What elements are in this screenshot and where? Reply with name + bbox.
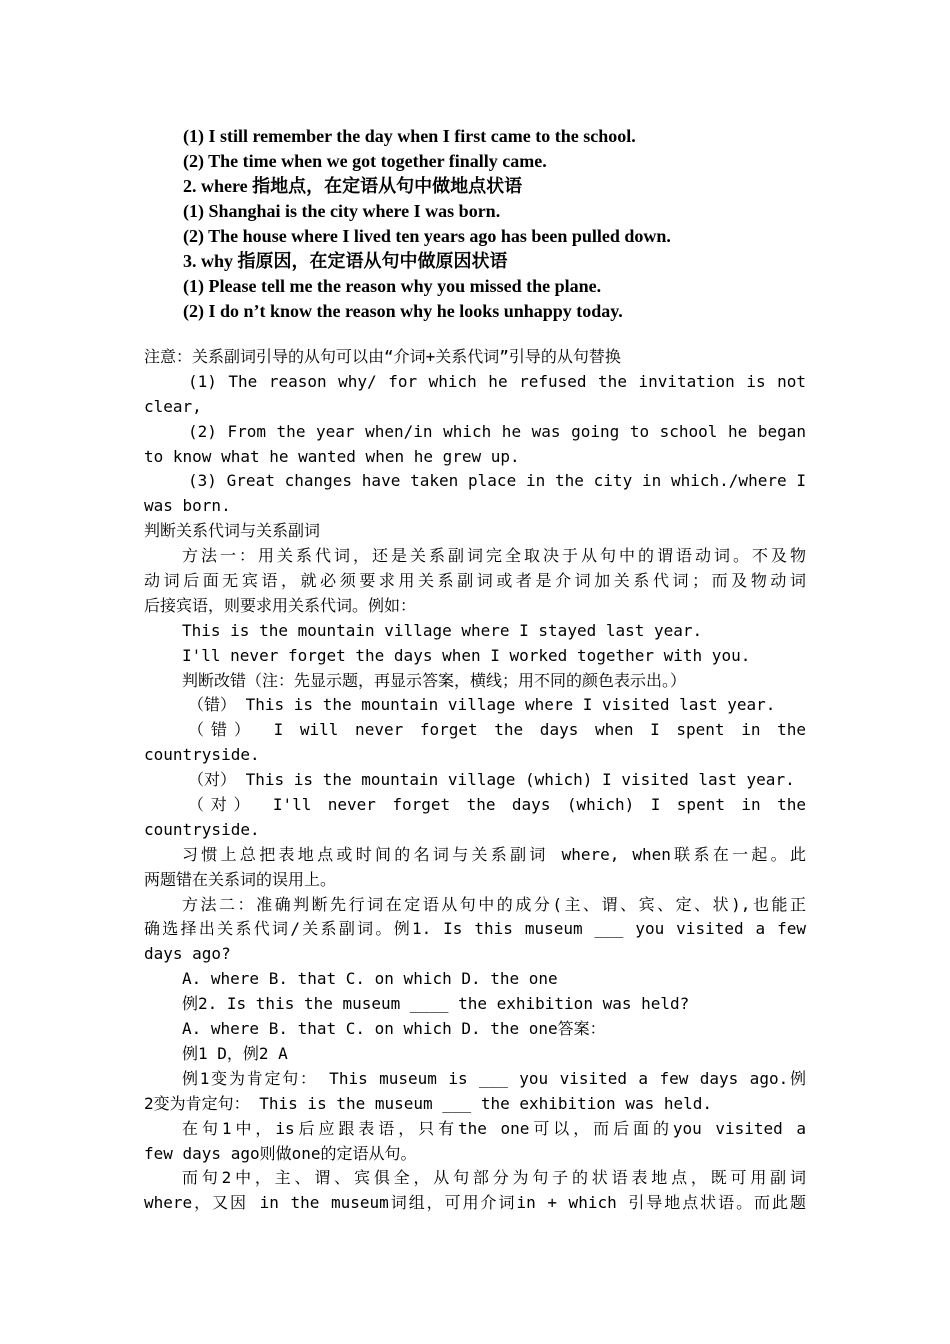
text-line: to know what he wanted when he grew up. (144, 446, 520, 466)
text-line: days ago? (144, 944, 231, 964)
text-line: few days ago则做one的定语从句。 (144, 1143, 417, 1163)
notes-section (144, 345, 806, 1216)
example-line: (2) The time when we got together finally came. (183, 151, 547, 171)
text-line: This is the mountain village where I stayed last year. (182, 620, 703, 640)
text-line: (3) Great changes have taken place in the city in which./where I (188, 471, 806, 491)
note-heading: 注意：关系副词引导的从句可以由“介词+关系代词”引导的从句替换 (144, 347, 621, 366)
section-heading-where: 2. where 指地点，在定语从句中做地点状语 (183, 176, 523, 196)
text-line: （错） I will never forget the days when I spent in the (188, 720, 806, 740)
example-line: (2) I do n’t know the reason why he looks unhappy today. (183, 301, 623, 321)
text-line: I'll never forget the days when I worked together with you. (182, 645, 751, 665)
text-line: clear, (144, 396, 202, 416)
example-line: (1) Shanghai is the city where I was born. (183, 201, 501, 221)
example-line: (2) The house where I lived ten years ago has been pulled down. (183, 226, 671, 246)
text-line: countryside. (144, 745, 260, 765)
example-list (183, 124, 823, 324)
text-line: 例2. Is this the museum ____ the exhibition was held? (182, 994, 690, 1014)
text-line: 而句2中，主、谓、宾俱全，从句部分为句子的状语表地点，既可用副词 (182, 1168, 806, 1188)
text-line: （对） I'll never forget the days (which) I spent in the (188, 795, 806, 815)
text-line: A. where B. that C. on which D. the one (182, 969, 558, 989)
subheading: 判断关系代词与关系副词 (144, 521, 321, 541)
text-line: 判断改错（注：先显示题，再显示答案，横线；用不同的颜色表示出。） (182, 670, 687, 690)
text-line: 动词后面无宾语，就必须要求用关系副词或者是介词加关系代词；而及物动词 (144, 571, 806, 591)
text-line: 后接宾语，则要求用关系代词。例如： (144, 595, 417, 615)
text-line: 习惯上总把表地点或时间的名词与关系副词 where, when联系在一起。此 (182, 844, 806, 864)
example-line: (1) I still remember the day when I first came to the school. (183, 126, 636, 146)
text-line: where，又因 in the museum词组，可用介词in + which 引导地点状语。而此题 (144, 1193, 806, 1213)
text-line: （对） This is the mountain village (which) I visited last year. (188, 770, 795, 790)
text-line: 在句1中，is后应跟表语，只有the one可以，而后面的you visited a (182, 1118, 806, 1138)
text-line: 例1 D，例2 A (182, 1043, 288, 1063)
text-line: A. where B. that C. on which D. the one答案： (182, 1019, 606, 1039)
text-line: (2) From the year when/in which he was going to school he began (188, 421, 806, 441)
text-line: 方法二：准确判断先行词在定语从句中的成分(主、谓、宾、定、状),也能正 (182, 894, 806, 914)
text-line: 两题错在关系词的误用上。 (144, 869, 337, 889)
text-line: countryside. (144, 819, 260, 839)
text-line: 确选择出关系代词/关系副词。例1. Is this museum ___ you visited a few (144, 919, 806, 939)
text-line: 例1变为肯定句： This museum is ___ you visited a few days ago.例 (182, 1068, 806, 1088)
text-line: 2变为肯定句： This is the museum ___ the exhibition was held. (144, 1093, 713, 1113)
text-line: was born. (144, 496, 231, 516)
text-line: (1) The reason why/ for which he refused the invitation is not (188, 371, 806, 391)
example-line: (1) Please tell me the reason why you missed the plane. (183, 276, 602, 296)
section-heading-why: 3. why 指原因，在定语从句中做原因状语 (183, 251, 508, 271)
text-line: （错） This is the mountain village where I visited last year. (188, 695, 776, 715)
text-line: 方法一：用关系代词，还是关系副词完全取决于从句中的谓语动词。不及物 (182, 546, 806, 566)
